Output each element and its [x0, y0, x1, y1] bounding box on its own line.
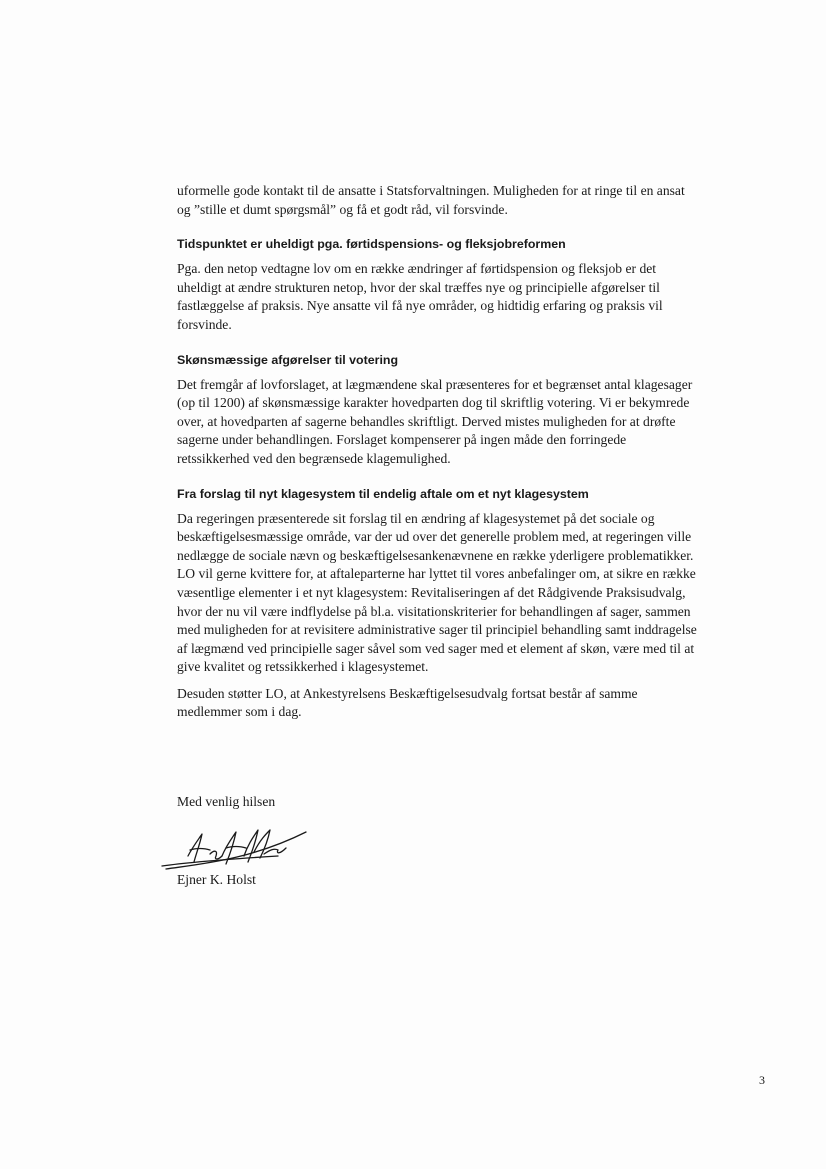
closing-greeting: Med venlig hilsen: [177, 794, 276, 809]
letter-body: [177, 182, 697, 722]
section-heading: Tidspunktet er uheldigt pga. førtidspensions- og fleksjobreformen: [177, 237, 566, 252]
signer-name: Ejner K. Holst: [177, 872, 256, 887]
page-number: 3: [759, 1073, 765, 1087]
body-paragraph: Da regeringen præsenterede sit forslag til en ændring af klagesystemet på det sociale og beskæftigelsesmæssige område, var der ud over det generelle problem med, at regeringen ville nedlægge de sociale nævn og beskæftigelsesankenævnene en række yderligere problematikker. LO vil gerne kvittere for, at aftaleparterne har lyttet til vores anbefalinger om, at sikre en række væsentlige elementer i et nyt klagesystem: Revitaliseringen af det Rådgivende Praksisudvalg, hvor der nu vil være indflydelse på bl.a. visitationskriterier for behandlingen af sager, sammen med muligheden for at revisitere administrative sager til principiel behandling samt inddragelse af lægmænd ved principielle sager såvel som ved sager med et element af skøn, være med til at give kvalitet og retssikkerhed i klagesystemet.: [177, 510, 697, 675]
body-paragraph: Det fremgår af lovforslaget, at lægmændene skal præsenteres for et begrænset antal klagesager (op til 1200) af skønsmæssige karakter hovedparten dog til skriftlig votering. Vi er bekymrede over, at hovedparten af sagerne behandles skriftligt. Derved mistes muligheden for at drøfte sagerne under behandlingen. Forslaget kompenserer på ingen måde den forringede retssikkerhed ved den begrænsede klagemulighed.: [177, 376, 693, 466]
section-heading: Fra forslag til nyt klagesystem til endelig aftale om et nyt klagesystem: [177, 486, 589, 501]
body-paragraph: uformelle gode kontakt til de ansatte i Statsforvaltningen. Muligheden for at ringe til en ansat og ”stille et dumt spørgsmål” og få et godt råd, vil forsvinde.: [177, 183, 685, 217]
body-paragraph: Desuden støtter LO, at Ankestyrelsens Beskæftigelsesudvalg fortsat består af samme medlemmer som i dag.: [177, 685, 638, 720]
section-heading: Skønsmæssige afgørelser til votering: [177, 352, 399, 367]
body-paragraph: Pga. den netop vedtagne lov om en række ændringer af førtidspension og fleksjob er det uheldigt at ændre strukturen netop, hvor der skal træffes nye og principielle afgørelser til fastlæggelse af praksis. Nye ansatte vil få nye områder, og hidtidig erfaring og praksis vil forsvinde.: [177, 261, 663, 332]
handwritten-signature: [160, 826, 310, 872]
